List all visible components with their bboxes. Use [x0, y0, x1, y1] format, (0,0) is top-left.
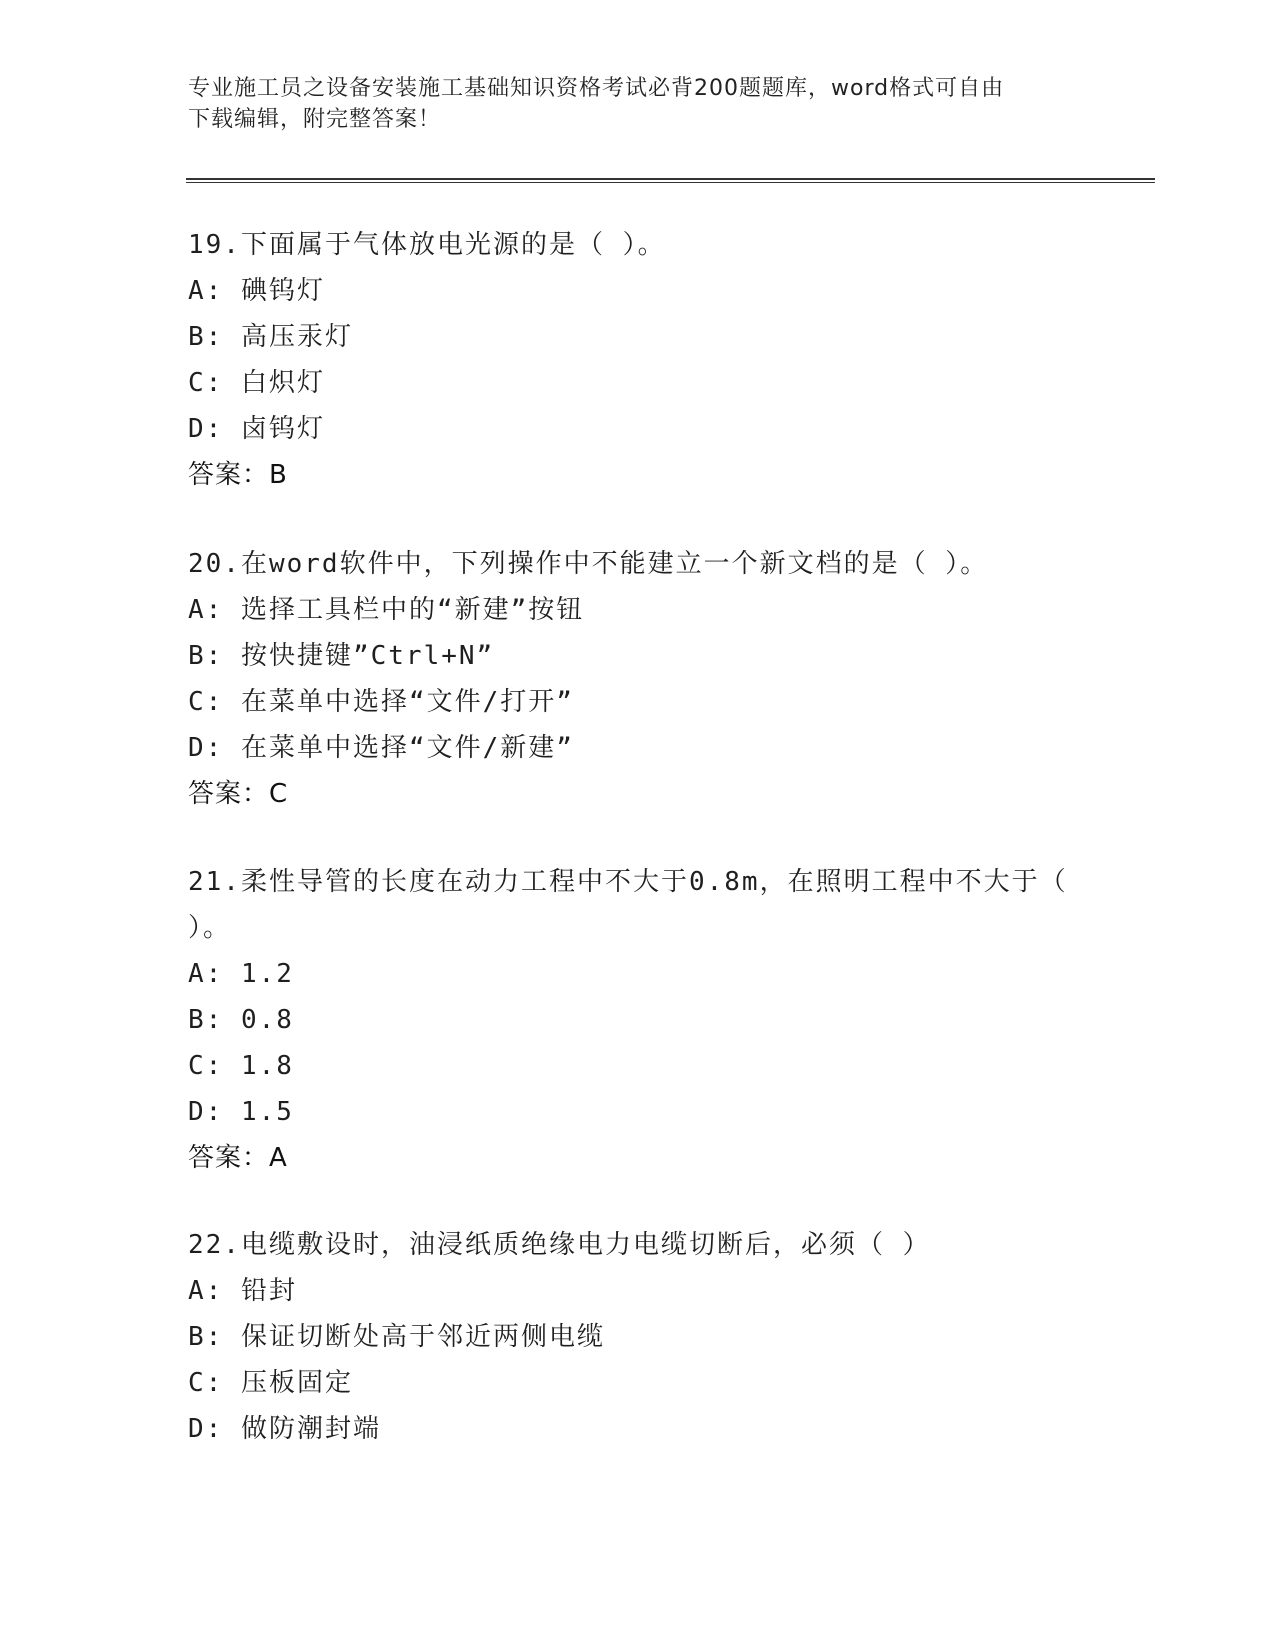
option-c: C: 压板固定: [188, 1368, 353, 1398]
option-c: C: 白炽灯: [188, 368, 325, 398]
option-b: B: 高压汞灯: [188, 322, 353, 352]
option-d: D: 1.5: [188, 1097, 294, 1127]
question-stem-line-1: 21.柔性导管的长度在动力工程中不大于0.8m，在照明工程中不大于（: [188, 867, 1068, 897]
question-stem: 22.电缆敷设时，油浸纸质绝缘电力电缆切断后，必须（ ）: [188, 1230, 931, 1260]
question-stem: 19.下面属于气体放电光源的是（ ）。: [188, 230, 666, 260]
option-c: C: 在菜单中选择“文件/打开”: [188, 687, 574, 717]
question-21: [188, 859, 1108, 1181]
question-stem: 20.在word软件中，下列操作中不能建立一个新文档的是（ ）。: [188, 549, 989, 579]
header-divider: [186, 178, 1155, 183]
header-intro-line-2: 下载编辑，附完整答案！: [188, 107, 442, 132]
option-a: A: 选择工具栏中的“新建”按钮: [188, 595, 585, 625]
answer-line: 答案：B: [188, 460, 288, 490]
option-d: D: 卤钨灯: [188, 414, 325, 444]
option-d: D: 做防潮封端: [188, 1414, 381, 1444]
option-c: C: 1.8: [188, 1051, 294, 1081]
question-stem-line-2: ）。: [188, 913, 232, 943]
question-19: [188, 222, 1108, 498]
option-a: A: 铅封: [188, 1276, 297, 1306]
answer-line: 答案：A: [188, 1143, 288, 1173]
question-22: [188, 1222, 1108, 1452]
option-b: B: 按快捷键”Ctrl+N”: [188, 641, 495, 671]
answer-line: 答案：C: [188, 779, 289, 809]
option-b: B: 保证切断处高于邻近两侧电缆: [188, 1322, 605, 1352]
option-a: A: 碘钨灯: [188, 276, 325, 306]
option-a: A: 1.2: [188, 959, 294, 989]
header-intro-line-1: 专业施工员之设备安装施工基础知识资格考试必背200题题库，word格式可自由: [188, 76, 1005, 101]
option-b: B: 0.8: [188, 1005, 294, 1035]
document-header: [188, 73, 1088, 135]
option-d: D: 在菜单中选择“文件/新建”: [188, 733, 574, 763]
question-20: [188, 541, 1108, 817]
